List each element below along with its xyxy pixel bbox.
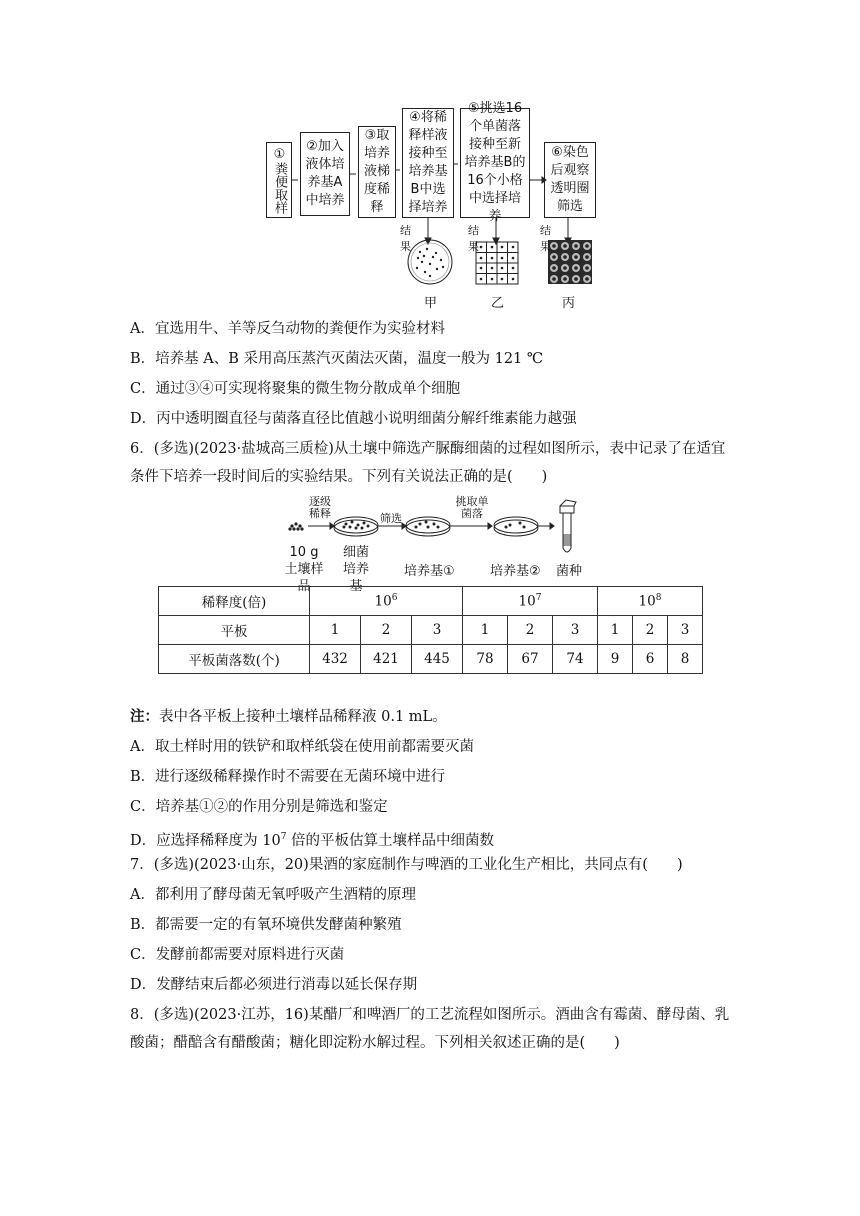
q5-option-c: C．通过③④可实现将聚集的微生物分散成单个细胞 [130, 381, 461, 397]
q5-option-a: A．宜选用牛、羊等反刍动物的粪便作为实验材料 [130, 321, 445, 337]
dish2-label: 培养基① [404, 564, 455, 579]
q6-stem-line2: 条件下培养一段时间后的实验结果。下列有关说法正确的是( ) [130, 469, 548, 485]
table-cell: 3 [553, 616, 598, 645]
table-cell: 2 [633, 616, 668, 645]
q5-option-d: D．丙中透明圈直径与菌落直径比值越小说明细菌分解纤维素能力越强 [130, 411, 577, 427]
table-cell: 平板 [159, 616, 310, 645]
q5-option-b: B．培养基 A、B 采用高压蒸汽灭菌法灭菌，温度一般为 121 ℃ [130, 351, 544, 367]
sample-label: 10 g土壤样品 [284, 545, 324, 594]
table-cell: 1 [310, 616, 361, 645]
flow-step-4: ④将稀释样液接种至培养基B中选择培养 [402, 108, 454, 218]
table-cell: 3 [668, 616, 703, 645]
table-cell: 6 [633, 645, 668, 674]
q8-stem-line2: 酸菌；醋醅含有醋酸菌；糖化即淀粉水解过程。下列相关叙述正确的是( ) [130, 1035, 620, 1051]
q6-stem-line1: 6．(多选)(2023·盐城高三质检)从土壤中筛选产脲酶细菌的过程如图所示，表中记录了在适宜 [130, 441, 726, 457]
dish3-label: 培养基② [490, 564, 541, 579]
table-cell: 445 [412, 645, 463, 674]
flow-step-3: ③取培养液梯度稀释 [358, 126, 396, 218]
flow-step-6: ⑥染色后观察透明圈筛选 [544, 142, 596, 218]
plate-yi [476, 242, 518, 284]
flow-arrows [262, 104, 602, 314]
q7-stem: 7．(多选)(2023·山东，20)果酒的家庭制作与啤酒的工业化生产相比，共同点有( ) [130, 857, 683, 873]
result-label-3: 结果 [540, 224, 551, 253]
q6-option-d: D．应选择稀释度为 $10^7$ 倍的平板估算土壤样品中细菌数 [130, 832, 495, 849]
table-cell: 稀释度(倍) [159, 587, 310, 616]
table-cell: 3 [412, 616, 463, 645]
table-cell: 421 [361, 645, 412, 674]
table-cell: $10^8$ [598, 587, 703, 616]
q6-note: 注：表中各平板上接种土壤样品稀释液 0.1 mL。 [130, 708, 447, 725]
table-cell: 432 [310, 645, 361, 674]
plate-label-yi: 乙 [491, 296, 505, 311]
q7-option-b: B．都需要一定的有氧环境供发酵菌种繁殖 [130, 917, 402, 933]
q7-option-a: A．都利用了酵母菌无氧呼吸产生酒精的原理 [130, 887, 416, 903]
table-row [159, 616, 703, 645]
table-cell: 8 [668, 645, 703, 674]
plate-jia [408, 240, 452, 284]
q6-option-b: B．进行逐级稀释操作时不需要在无菌环境中进行 [130, 769, 446, 785]
table-cell: 2 [361, 616, 412, 645]
flow-step-5: ⑤挑选16个单菌落接种至新培养基B的16个小格中选择培养 [460, 108, 530, 218]
table-cell: 1 [598, 616, 633, 645]
tube-label: 菌种 [556, 564, 583, 579]
result-label-2: 结果 [468, 224, 479, 253]
table-row [159, 587, 703, 616]
table-cell: 9 [598, 645, 633, 674]
arrow3-label: 挑取单菌落 [455, 495, 489, 520]
table-cell: $10^7$ [463, 587, 598, 616]
q8-stem-line1: 8．(多选)(2023·江苏，16)某醋厂和啤酒厂的工艺流程如图所示。酒曲含有霉菌、酵母菌、乳 [130, 1007, 730, 1023]
table-cell: $10^6$ [310, 587, 463, 616]
q6-option-c: C．培养基①②的作用分别是筛选和鉴定 [130, 799, 388, 815]
arrow1-label: 逐级稀释 [309, 495, 331, 520]
q7-option-c: C．发酵前都需要对原料进行灭菌 [130, 947, 345, 963]
table-cell: 67 [508, 645, 553, 674]
q6-figure [284, 494, 594, 594]
q7-option-d: D．发酵结束后都必须进行消毒以延长保存期 [130, 977, 418, 993]
flow-step-1: ①粪便取样 [266, 142, 292, 218]
table-cell: 78 [463, 645, 508, 674]
table-cell: 2 [508, 616, 553, 645]
plate-label-jia: 甲 [424, 296, 438, 311]
plate-bing [548, 240, 592, 284]
result-label-1: 结果 [400, 224, 411, 253]
plate-label-bing: 丙 [562, 296, 576, 311]
table-cell: 平板菌落数(个) [159, 645, 310, 674]
q6-option-a: A．取土样时用的铁铲和取样纸袋在使用前都需要灭菌 [130, 739, 474, 755]
dish1-label: 细菌培养基 [342, 545, 369, 594]
arrow2-label: 筛选 [380, 512, 402, 525]
table-cell: 1 [463, 616, 508, 645]
flow-step-2: ②加入液体培养基A中培养 [300, 132, 350, 216]
q6-results-table [158, 586, 703, 674]
table-cell: 74 [553, 645, 598, 674]
table-row [159, 645, 703, 674]
